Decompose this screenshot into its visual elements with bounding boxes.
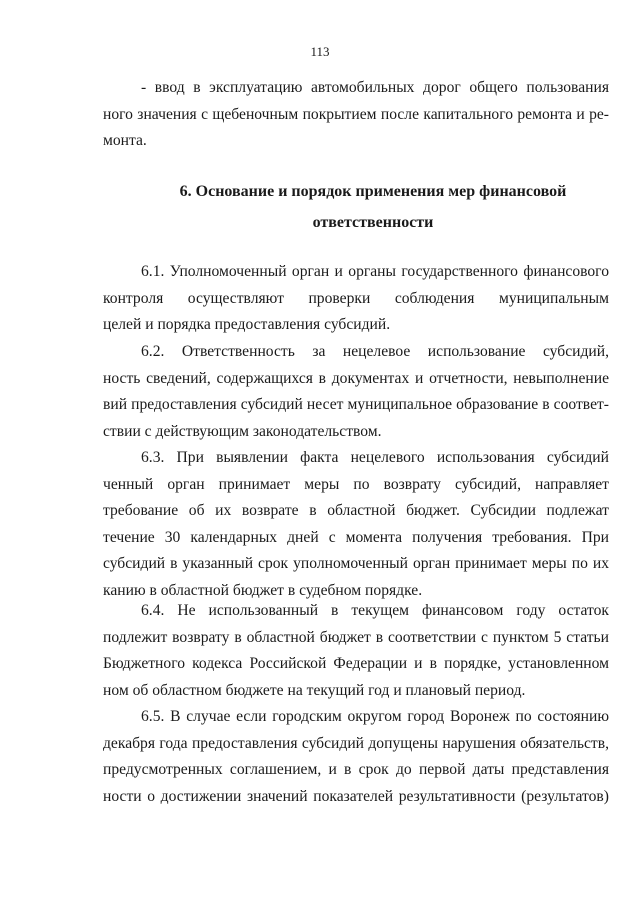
text-line: монта. [103, 132, 147, 149]
text-line: целей и порядка предоставления субсидий. [103, 316, 391, 333]
paragraph-6-5 [103, 704, 609, 810]
text-line: 6.2. Ответственность за нецелевое использование субсидий, [141, 343, 609, 360]
text-line: вий предоставления субсидий несет муниципальное образование в соответ- [103, 396, 609, 413]
text-line: ность сведений, содержащихся в документах и отчетности, невыполнение [103, 369, 609, 387]
text-line: декабря года предоставления субсидий допущены нарушения обязательств, [103, 734, 609, 752]
text-line: требование об их возврате в областной бюджет. Субсидии подлежат [103, 502, 609, 519]
intro-paragraph [103, 75, 609, 155]
paragraph-6-3 [103, 445, 609, 604]
text-line: ствии с действующим законодательством. [103, 422, 382, 440]
text-line: 6.1. Уполномоченный орган и органы государственного финансового [141, 263, 609, 280]
section-heading [103, 176, 640, 238]
section-heading-line: ответственности [312, 214, 434, 231]
paragraph-6-1 [103, 259, 609, 339]
text-line: течение 30 календарных дней с момента получения требования. При [103, 528, 609, 546]
text-line: контроля осуществляют проверки соблюдения муниципальным [103, 289, 609, 307]
paragraph-6-4 [103, 598, 609, 704]
text-line: предусмотренных соглашением, и в срок до первой даты представления [103, 761, 609, 778]
text-line: ченный орган принимает меры по возврату субсидий, направляет [103, 475, 609, 493]
text-line: канию в областной бюджет в судебном порядке. [103, 581, 423, 599]
text-line: 6.4. Не использованный в текущем финансовом году остаток [141, 602, 609, 619]
text-line: подлежит возврату в областной бюджет в соответствии с пунктом 5 статьи [103, 628, 609, 646]
paragraph-6-2 [103, 339, 609, 445]
text-line: ном об областном бюджете на текущий год и плановый период. [103, 681, 526, 699]
text-line: - ввод в эксплуатацию автомобильных дорог общего пользования [141, 79, 609, 96]
page-number: 113 [310, 44, 330, 59]
text-line: субсидий в указанный срок уполномоченный орган принимает меры по их [103, 555, 609, 572]
text-line: ного значения с щебеночным покрытием после капитального ремонта и ре- [103, 105, 609, 123]
text-line: Бюджетного кодекса Российской Федерации и в порядке, установленном [103, 655, 609, 672]
text-line: 6.3. При выявлении факта нецелевого использования субсидий [141, 449, 609, 466]
text-line: ности о достижении значений показателей результативности (результатов) [103, 787, 609, 805]
section-heading-line: 6. Основание и порядок применения мер финансовой [179, 183, 567, 200]
text-line: 6.5. В случае если городским округом город Воронеж по состоянию [141, 708, 609, 725]
